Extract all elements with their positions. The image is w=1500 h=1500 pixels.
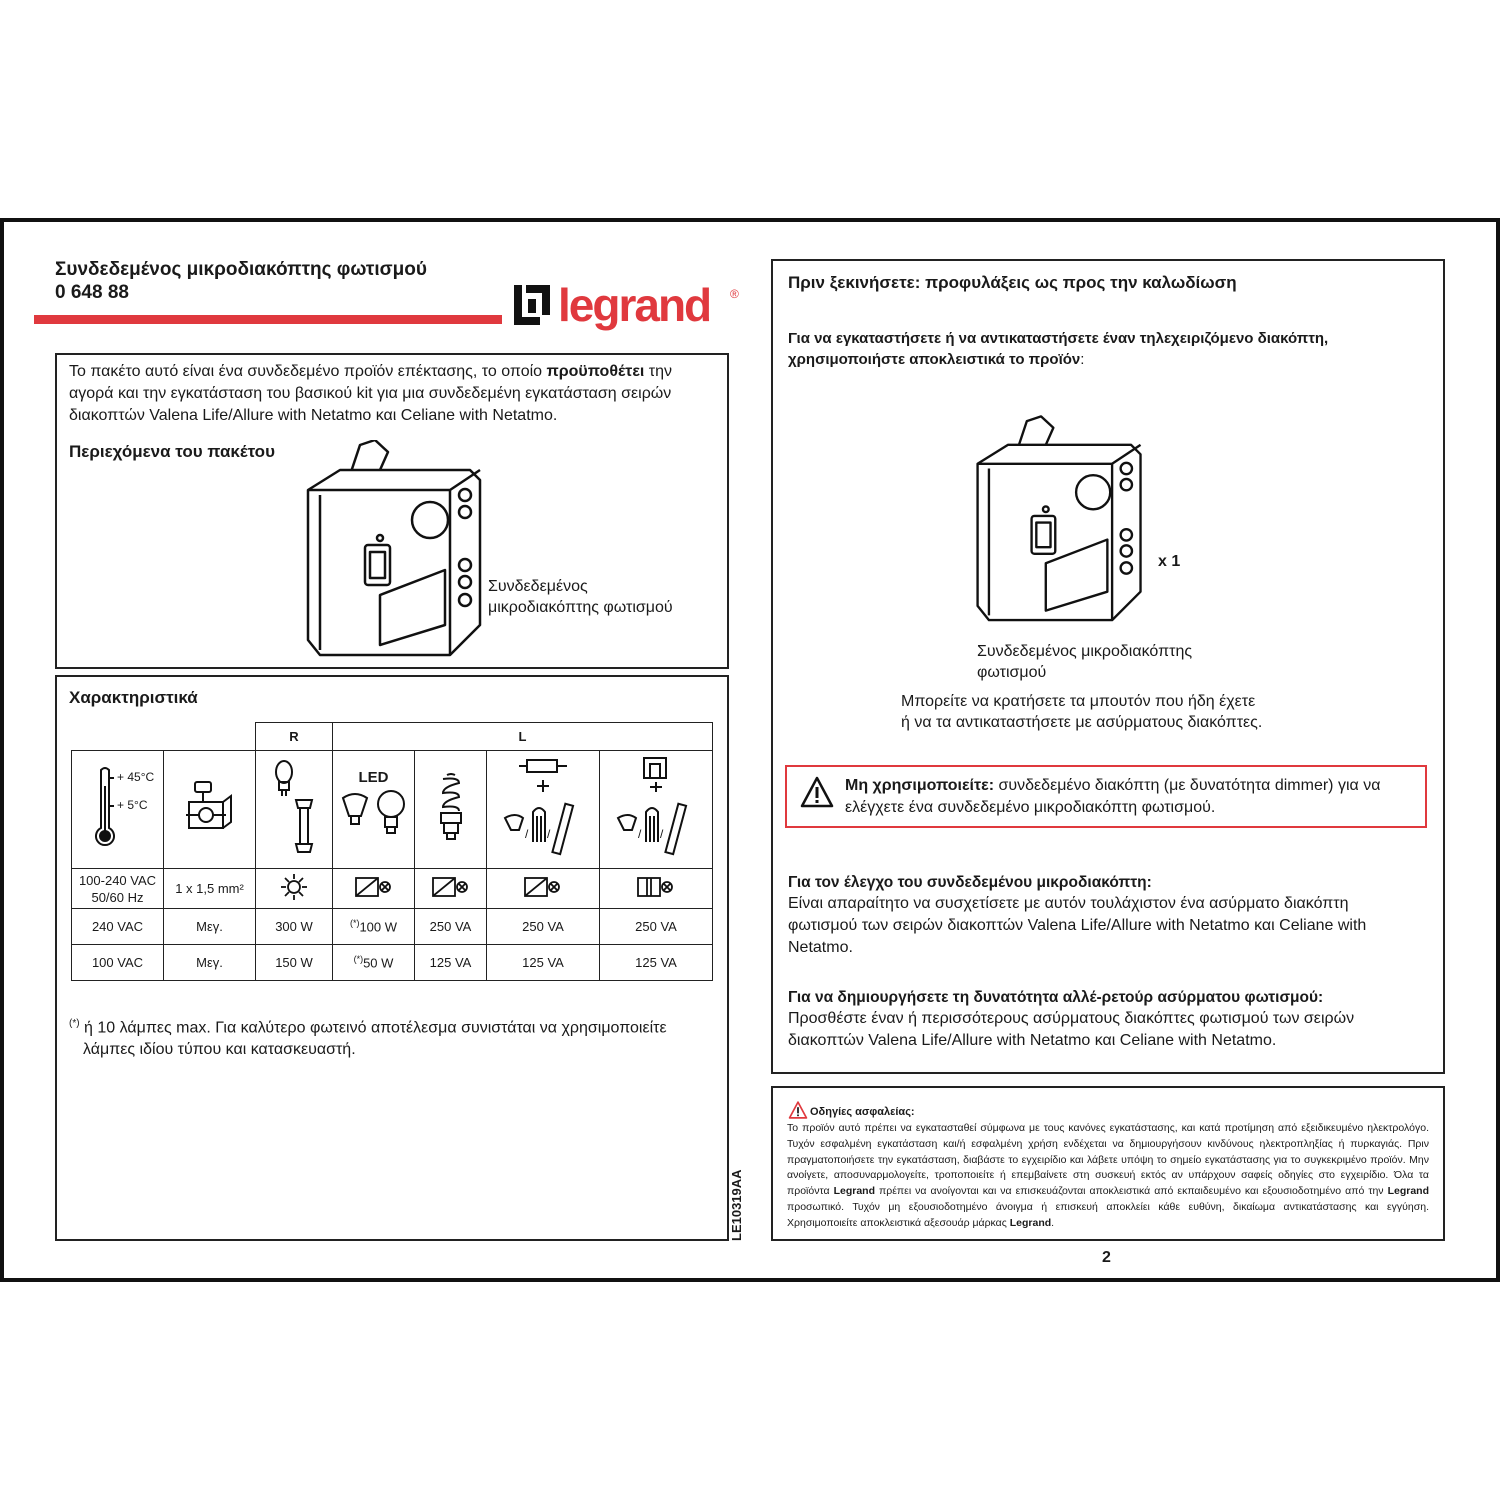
group-header-r: R <box>256 723 333 751</box>
safety-brand-1: Legrand <box>833 1185 875 1198</box>
svg-text:/: / <box>547 827 551 841</box>
electronic-driver-symbol-icon <box>431 875 471 899</box>
electronic-transformer-symbol-icon <box>523 875 563 899</box>
product-reference: 0 648 88 <box>55 282 129 303</box>
intro-paragraph <box>69 361 709 427</box>
svg-text:/: / <box>638 827 642 841</box>
header-accent-bar <box>34 315 502 324</box>
replace-colon: : <box>1080 351 1085 368</box>
row-100-voltage: 100 VAC <box>72 945 164 981</box>
svg-text:/: / <box>525 827 529 841</box>
terminal-cell <box>164 751 256 869</box>
footnote-line-2: λάμπες ιδίου τύπου και κατασκευαστή. <box>83 1041 356 1059</box>
warning-icon <box>800 776 834 813</box>
intro-text-start: Το πακέτο αυτό είναι ένα συνδεδεμένο προϊόν επέκτασης, το οποίο <box>69 363 547 380</box>
table-spacer <box>164 723 256 751</box>
ballast-cell <box>600 751 713 869</box>
safety-text-end: . <box>1051 1216 1055 1229</box>
device-caption-right-2: φωτισμού <box>977 664 1047 681</box>
specs-table <box>71 722 713 981</box>
replace-instruction-2-text: χρησιμοποιήστε αποκλειστικά το προϊόν <box>788 351 1081 368</box>
replace-instruction-1: Για να εγκαταστήσετε ή να αντικαταστήσετε έναν τηλεχειριζόμενο διακόπτη, <box>788 330 1329 347</box>
halogen-cell <box>256 751 333 869</box>
halogen-lamp-icon <box>272 760 316 856</box>
footnote-line-1: ή 10 λάμπες max. Για καλύτερο φωτεινό αποτέλεσμα συνιστάται να χρησιμοποιείτε <box>79 1019 667 1037</box>
replace-instruction-2 <box>788 349 1084 370</box>
row-240-cfl: 250 VA <box>415 909 487 945</box>
svg-text:/: / <box>660 827 664 841</box>
control-text: Είναι απαραίτητο να συσχετίσετε με αυτόν τουλάχιστον ένα ασύρματο διακόπτη φωτισμού των σειρών διακοπτών Valena Life/Allure with Netatmo και Celiane with Netatmo. <box>788 895 1367 956</box>
micromodule-illustration <box>300 440 490 670</box>
precautions-heading: Πριν ξεκινήσετε: προφυλάξεις ως προς την καλωδίωση <box>788 273 1237 292</box>
supply-frequency: 50/60 Hz <box>91 889 144 905</box>
product-title: Συνδεδεμένος μικροδιακόπτης φωτισμού <box>55 259 427 280</box>
device-caption-right-1: Συνδεδεμένος μικροδιακόπτης <box>977 643 1193 660</box>
row-240-led-note: (*) <box>349 918 360 929</box>
micromodule-illustration-right <box>970 413 1150 638</box>
symbol-electronic-transformer <box>487 869 600 909</box>
row-240-led-value: 100 W <box>359 919 398 935</box>
row-100-ferromagnetic-transformer: 125 VA <box>600 945 713 981</box>
group-header-l: L <box>333 723 713 751</box>
supply-voltage-cell <box>72 869 164 909</box>
row-100-incandescent: 150 W <box>256 945 333 981</box>
row-100-cfl: 125 VA <box>415 945 487 981</box>
registered-mark: ® <box>730 287 739 301</box>
terminal-icon <box>186 780 234 836</box>
legrand-wordmark: legrand <box>558 279 711 331</box>
safety-title: Οδηγίες ασφαλείας: <box>810 1106 915 1118</box>
temperature-cell <box>72 751 164 869</box>
footnote <box>69 1013 719 1061</box>
incandescent-symbol-icon <box>281 874 307 900</box>
quantity-label: x 1 <box>1158 553 1181 570</box>
electronic-driver-symbol-icon <box>354 875 394 899</box>
page-number: 2 <box>1102 1249 1111 1266</box>
led-bulbs-icon <box>339 786 409 838</box>
row-240-voltage: 240 VAC <box>72 909 164 945</box>
keep-buttons-line-1: Μπορείτε να κρατήσετε τα μπουτόν που ήδη έχετε <box>901 693 1256 710</box>
two-way-text: Προσθέστε έναν ή περισσότερους ασύρματους διακόπτες φωτισμού των σειρών διακοπτών Valena Life/Allure with Netatmo και Celiane with Netatmo. <box>788 1010 1355 1049</box>
contents-heading: Περιεχόμενα του πακέτου <box>69 442 275 461</box>
row-240-ferromagnetic-transformer: 250 VA <box>600 909 713 945</box>
supply-voltage: 100-240 VAC <box>78 872 157 888</box>
document-code: LE10319AA <box>729 1169 744 1241</box>
row-100-led-note: (*) <box>353 954 364 965</box>
safety-text-part-3: προσωπικό. Τυχόν μη εξουσιοδοτημένο άνοιγμα ή επισκευή αποκλείει κάθε ευθύνη, δικαίωμα αντικατάστασης και εγγύηση. Χρησιμοποιείτε αποκλειστικά αξεσουάρ μάρκας <box>787 1200 1429 1229</box>
safety-text-part-2: πρέπει να ανοίγονται και να επισκευάζονται αποκλειστικά από εκπαιδευμένο και εξουσιοδοτημένο από την <box>874 1185 1388 1198</box>
row-100-led <box>333 945 415 981</box>
led-cell <box>333 751 415 869</box>
dimmer-warning-body: συνδεδεμένο διακόπτη (με δυνατότητα dimmer) για να ελέγχετε ένα συνδεδεμένο μικροδιακόπτη φωτισμού. <box>845 777 1381 816</box>
device-caption-left-2: μικροδιακόπτης φωτισμού <box>488 599 673 616</box>
safety-text-part-1: Το προϊόν αυτό πρέπει να εγκατασταθεί σύμφωνα με τους κανόνες εγκατάστασης, και κατά προτίμηση από εξειδικευμένο ηλεκτρολόγο. Τυχόν εσφαλμένη εγκατάσταση και/ή εσφαλμένη χρήση ενδέχεται να δημιουργήσουν κινδύνους ηλεκτροπληξίας ή πυρκαγιάς. Πριν πραγματοποιήσετε την εγκατάσταση, διαβάστε το εγχειρίδιο και λάβετε υπόψη το σημείο εγκατάστασης για το συγκεκριμένο προϊόν. Μην ανοίγετε, αποσυναρμολογείτε, τροποποιείτε ή επεμβαίνετε στη συσκευή εκτός αν υπάρχουν σαφείς οδηγίες στο εγχειρίδιο. Όλα τα προϊόντα <box>787 1122 1429 1198</box>
row-100-led-value: 50 W <box>363 955 394 971</box>
ferromagnetic-transformer-symbol-icon <box>636 875 676 899</box>
row-100-electronic-transformer: 125 VA <box>487 945 600 981</box>
device-caption-left-1: Συνδεδεμένος <box>488 578 588 595</box>
wire-section: 1 x 1,5 mm² <box>164 869 256 909</box>
specs-heading: Χαρακτηριστικά <box>69 688 198 707</box>
control-heading: Για τον έλεγχο του συνδεδεμένου μικροδιακόπτη: <box>788 874 1152 891</box>
intro-text-end: την αγορά και την εγκατάσταση του βασικού kit για μια συνδεδεμένη εγκατάσταση σειρών διακοπτών Valena Life/Allure with Netatmo και Celiane with Netatmo. <box>69 363 673 424</box>
thermometer-icon <box>94 766 116 856</box>
cfl-cell <box>415 751 487 869</box>
row-240-max: Μεγ. <box>164 909 256 945</box>
dimmer-warning-text <box>845 775 1415 819</box>
keep-buttons-line-2: ή να τα αντικαταστήσετε με ασύρματους διακόπτες. <box>901 714 1263 731</box>
safety-brand-3: Legrand <box>1009 1216 1052 1229</box>
symbol-cfl-driver <box>415 869 487 909</box>
legrand-logo-mark <box>514 285 550 325</box>
symbol-led-driver <box>333 869 415 909</box>
row-100-max: Μεγ. <box>164 945 256 981</box>
two-way-heading: Για να δημιουργήσετε τη δυνατότητα αλλέ-ρετούρ ασύρματου φωτισμού: <box>788 989 1324 1006</box>
symbol-ferromagnetic-transformer <box>600 869 713 909</box>
transformer-lamps-icon <box>501 756 585 860</box>
dimmer-warning-bold: Μη χρησιμοποιείτε: <box>845 777 995 794</box>
footnote-mark: (*) <box>69 1018 80 1029</box>
table-spacer <box>72 723 164 751</box>
led-label: LED <box>358 768 389 786</box>
safety-text <box>787 1121 1429 1232</box>
transformer-cell <box>487 751 600 869</box>
safety-brand-2: Legrand <box>1387 1185 1429 1198</box>
row-240-led <box>333 909 415 945</box>
intro-text-bold: προϋποθέτει <box>546 363 645 380</box>
temp-min: + 5°C <box>117 797 148 812</box>
ballast-lamps-icon <box>614 756 698 860</box>
cfl-lamp-icon <box>433 773 469 843</box>
row-240-electronic-transformer: 250 VA <box>487 909 600 945</box>
legrand-logo <box>514 285 550 330</box>
row-240-incandescent: 300 W <box>256 909 333 945</box>
temp-max: + 45°C <box>117 769 155 784</box>
symbol-incandescent <box>256 869 333 909</box>
